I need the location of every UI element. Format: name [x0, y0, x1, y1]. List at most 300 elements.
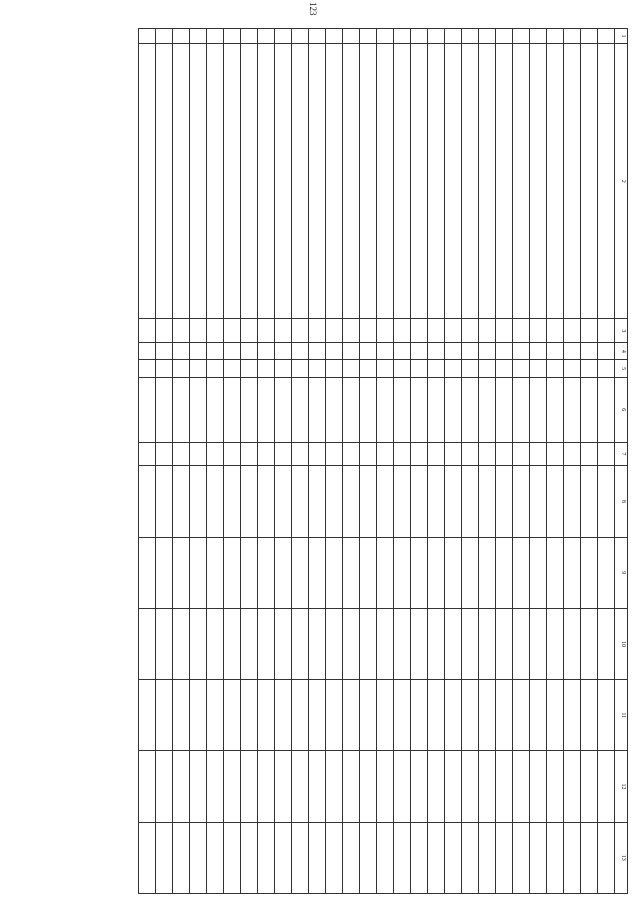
- table-cell: [190, 319, 207, 343]
- table-cell: [462, 751, 479, 822]
- table-cell: [479, 442, 496, 466]
- table-cell: [513, 537, 530, 608]
- table-cell: [241, 377, 258, 442]
- table-cell: [224, 537, 241, 608]
- table-cell: [258, 537, 275, 608]
- table-cell: [173, 29, 190, 44]
- table-cell: [139, 360, 156, 377]
- table-cell: [156, 360, 173, 377]
- table-cell: [207, 608, 224, 679]
- table-cell: [598, 608, 615, 679]
- table-row: [156, 29, 173, 894]
- table-cell: [377, 751, 394, 822]
- table-cell: [598, 360, 615, 377]
- table-cell: [275, 822, 292, 893]
- table-row: [241, 29, 258, 894]
- table-cell: [139, 822, 156, 893]
- table-row: [598, 29, 615, 894]
- table-cell: [445, 29, 462, 44]
- column-header: 3: [615, 319, 628, 343]
- table-cell: [462, 44, 479, 319]
- table-cell: [530, 608, 547, 679]
- table-cell: [139, 377, 156, 442]
- table-cell: [326, 360, 343, 377]
- table-cell: [360, 377, 377, 442]
- table-cell: [547, 377, 564, 442]
- table-cell: [547, 360, 564, 377]
- table-cell: [581, 442, 598, 466]
- table-cell: [564, 751, 581, 822]
- table-cell: [292, 343, 309, 360]
- table-cell: [241, 29, 258, 44]
- table-cell: [309, 29, 326, 44]
- table-cell: [564, 608, 581, 679]
- table-cell: [462, 466, 479, 537]
- table-cell: [411, 360, 428, 377]
- table-cell: [343, 822, 360, 893]
- table-cell: [411, 377, 428, 442]
- table-cell: [462, 319, 479, 343]
- table-row: [513, 29, 530, 894]
- table-cell: [156, 822, 173, 893]
- table-cell: [513, 822, 530, 893]
- table-cell: [241, 343, 258, 360]
- table-cell: [224, 466, 241, 537]
- table-cell: [360, 343, 377, 360]
- table-cell: [496, 442, 513, 466]
- column-header: 12: [615, 751, 628, 822]
- table-cell: [394, 44, 411, 319]
- table-cell: [326, 442, 343, 466]
- table-cell: [343, 319, 360, 343]
- table-cell: [547, 822, 564, 893]
- table-cell: [479, 751, 496, 822]
- table-cell: [207, 29, 224, 44]
- table-cell: [207, 537, 224, 608]
- table-cell: [564, 377, 581, 442]
- table-cell: [275, 44, 292, 319]
- table-cell: [530, 44, 547, 319]
- table-cell: [377, 319, 394, 343]
- table-row: [445, 29, 462, 894]
- table-cell: [411, 608, 428, 679]
- table-cell: [377, 377, 394, 442]
- table-cell: [292, 822, 309, 893]
- table-cell: [190, 343, 207, 360]
- table-row: [309, 29, 326, 894]
- table-cell: [598, 751, 615, 822]
- table-cell: [428, 343, 445, 360]
- table-cell: [275, 29, 292, 44]
- table-cell: [343, 343, 360, 360]
- table-cell: [394, 319, 411, 343]
- table-cell: [547, 319, 564, 343]
- table-cell: [394, 377, 411, 442]
- table-cell: [292, 608, 309, 679]
- table-cell: [496, 680, 513, 751]
- table-cell: [326, 537, 343, 608]
- table-cell: [564, 680, 581, 751]
- table-cell: [479, 319, 496, 343]
- table-cell: [258, 751, 275, 822]
- table-row: [530, 29, 547, 894]
- table-row: [479, 29, 496, 894]
- table-cell: [581, 537, 598, 608]
- budget-table: [138, 28, 628, 894]
- table-cell: [190, 537, 207, 608]
- table-cell: [394, 343, 411, 360]
- table-cell: [530, 466, 547, 537]
- table-cell: [513, 360, 530, 377]
- table-cell: [445, 751, 462, 822]
- table-cell: [173, 360, 190, 377]
- table-cell: [411, 466, 428, 537]
- table-cell: [224, 822, 241, 893]
- table-cell: [445, 466, 462, 537]
- table-cell: [309, 466, 326, 537]
- table-cell: [598, 822, 615, 893]
- table-cell: [343, 680, 360, 751]
- table-cell: [292, 377, 309, 442]
- table-cell: [496, 377, 513, 442]
- table-cell: [173, 822, 190, 893]
- table-cell: [173, 319, 190, 343]
- table-cell: [462, 377, 479, 442]
- table-cell: [326, 377, 343, 442]
- table-cell: [258, 377, 275, 442]
- table-cell: [496, 608, 513, 679]
- table-cell: [258, 360, 275, 377]
- table-cell: [309, 44, 326, 319]
- table-cell: [360, 360, 377, 377]
- table-cell: [241, 608, 258, 679]
- table-cell: [496, 319, 513, 343]
- table-cell: [598, 466, 615, 537]
- table-cell: [530, 377, 547, 442]
- table-cell: [190, 822, 207, 893]
- table-cell: [496, 466, 513, 537]
- table-cell: [326, 29, 343, 44]
- column-header: 9: [615, 537, 628, 608]
- table-cell: [292, 537, 309, 608]
- table-row: [258, 29, 275, 894]
- table-cell: [394, 466, 411, 537]
- table-cell: [241, 442, 258, 466]
- table-cell: [190, 442, 207, 466]
- table-row: [224, 29, 241, 894]
- table-cell: [190, 751, 207, 822]
- table-cell: [547, 537, 564, 608]
- table-cell: [139, 29, 156, 44]
- table-cell: [394, 608, 411, 679]
- table-cell: [377, 537, 394, 608]
- table-cell: [513, 319, 530, 343]
- table-cell: [377, 466, 394, 537]
- table-cell: [343, 377, 360, 442]
- table-cell: [496, 360, 513, 377]
- table-cell: [445, 822, 462, 893]
- table-cell: [445, 680, 462, 751]
- table-cell: [479, 537, 496, 608]
- table-cell: [258, 29, 275, 44]
- table-cell: [156, 29, 173, 44]
- table-cell: [258, 822, 275, 893]
- table-cell: [275, 343, 292, 360]
- table-cell: [547, 680, 564, 751]
- table-cell: [156, 466, 173, 537]
- table-cell: [309, 442, 326, 466]
- table-cell: [394, 29, 411, 44]
- table-cell: [513, 680, 530, 751]
- table-cell: [343, 751, 360, 822]
- table-cell: [411, 29, 428, 44]
- table-cell: [411, 822, 428, 893]
- table-cell: [173, 537, 190, 608]
- table-cell: [309, 608, 326, 679]
- table-cell: [530, 442, 547, 466]
- table-cell: [343, 442, 360, 466]
- table-cell: [513, 466, 530, 537]
- table-cell: [445, 343, 462, 360]
- table-cell: [190, 29, 207, 44]
- table-cell: [326, 466, 343, 537]
- table-cell: [207, 751, 224, 822]
- table-cell: [292, 29, 309, 44]
- table-row: [139, 29, 156, 894]
- table-cell: [275, 377, 292, 442]
- table-cell: [530, 29, 547, 44]
- table-cell: [530, 343, 547, 360]
- table-body: [139, 29, 615, 894]
- table-row: [326, 29, 343, 894]
- table-cell: [377, 822, 394, 893]
- table-cell: [564, 537, 581, 608]
- table-cell: [275, 608, 292, 679]
- table-cell: [139, 319, 156, 343]
- table-cell: [581, 319, 598, 343]
- table-cell: [547, 751, 564, 822]
- table-cell: [190, 680, 207, 751]
- table-cell: [190, 360, 207, 377]
- table-cell: [445, 537, 462, 608]
- table-cell: [173, 44, 190, 319]
- table-cell: [496, 343, 513, 360]
- table-cell: [547, 44, 564, 319]
- table-cell: [530, 680, 547, 751]
- table-cell: [156, 751, 173, 822]
- table-cell: [547, 29, 564, 44]
- table-cell: [258, 608, 275, 679]
- table-cell: [394, 537, 411, 608]
- table-row: [496, 29, 513, 894]
- table-cell: [326, 680, 343, 751]
- table-cell: [479, 29, 496, 44]
- table-cell: [275, 466, 292, 537]
- table-cell: [394, 822, 411, 893]
- column-header: 10: [615, 608, 628, 679]
- table-cell: [173, 466, 190, 537]
- table-cell: [513, 377, 530, 442]
- table-cell: [428, 822, 445, 893]
- table-cell: [309, 751, 326, 822]
- table-row: [190, 29, 207, 894]
- table-cell: [377, 442, 394, 466]
- table-cell: [275, 537, 292, 608]
- table-cell: [479, 343, 496, 360]
- table-cell: [462, 822, 479, 893]
- table-cell: [394, 442, 411, 466]
- table-cell: [547, 608, 564, 679]
- table-cell: [326, 319, 343, 343]
- table-cell: [292, 751, 309, 822]
- table-cell: [139, 537, 156, 608]
- table-cell: [275, 360, 292, 377]
- table-cell: [445, 360, 462, 377]
- table-cell: [292, 360, 309, 377]
- table-cell: [411, 751, 428, 822]
- table-cell: [258, 343, 275, 360]
- table-cell: [428, 537, 445, 608]
- table-cell: [428, 680, 445, 751]
- table-cell: [428, 360, 445, 377]
- table-cell: [564, 466, 581, 537]
- table-cell: [513, 44, 530, 319]
- table-cell: [530, 537, 547, 608]
- table-cell: [207, 343, 224, 360]
- table-cell: [360, 319, 377, 343]
- table-row: [343, 29, 360, 894]
- column-header: 11: [615, 680, 628, 751]
- table-cell: [326, 343, 343, 360]
- table-cell: [360, 466, 377, 537]
- table-row: [564, 29, 581, 894]
- table-row: [173, 29, 190, 894]
- table-cell: [292, 466, 309, 537]
- table-cell: [428, 44, 445, 319]
- table-cell: [598, 44, 615, 319]
- table-cell: [207, 466, 224, 537]
- table-cell: [513, 29, 530, 44]
- table-cell: [598, 442, 615, 466]
- table-cell: [462, 680, 479, 751]
- table-cell: [479, 680, 496, 751]
- table-cell: [258, 319, 275, 343]
- table-row: [428, 29, 445, 894]
- table-cell: [564, 343, 581, 360]
- table-cell: [309, 343, 326, 360]
- table-cell: [428, 466, 445, 537]
- table-cell: [564, 822, 581, 893]
- table-cell: [343, 44, 360, 319]
- table-cell: [241, 466, 258, 537]
- table-cell: [190, 466, 207, 537]
- table-cell: [377, 29, 394, 44]
- table-cell: [428, 377, 445, 442]
- table-cell: [173, 343, 190, 360]
- table-cell: [156, 608, 173, 679]
- table-cell: [530, 822, 547, 893]
- table-cell: [530, 360, 547, 377]
- table-row: [581, 29, 598, 894]
- table-cell: [156, 44, 173, 319]
- table-cell: [445, 377, 462, 442]
- table-cell: [564, 44, 581, 319]
- table-cell: [360, 442, 377, 466]
- table-cell: [394, 751, 411, 822]
- table-cell: [581, 343, 598, 360]
- table-cell: [241, 537, 258, 608]
- table-cell: [190, 608, 207, 679]
- table-cell: [581, 822, 598, 893]
- table-cell: [224, 442, 241, 466]
- table-cell: [360, 44, 377, 319]
- column-header: 5: [615, 360, 628, 377]
- table-cell: [139, 343, 156, 360]
- table-cell: [428, 751, 445, 822]
- table-row: [360, 29, 377, 894]
- table-cell: [462, 343, 479, 360]
- table-row: [547, 29, 564, 894]
- table-cell: [139, 44, 156, 319]
- table-cell: [377, 608, 394, 679]
- table-cell: [309, 822, 326, 893]
- table-cell: [258, 680, 275, 751]
- table-cell: [275, 751, 292, 822]
- table-cell: [496, 822, 513, 893]
- table-header-row: [615, 29, 628, 894]
- table-cell: [224, 319, 241, 343]
- table-cell: [598, 377, 615, 442]
- table-cell: [156, 442, 173, 466]
- table-cell: [428, 442, 445, 466]
- table-row: [377, 29, 394, 894]
- table-cell: [462, 29, 479, 44]
- table-cell: [547, 466, 564, 537]
- table-cell: [309, 360, 326, 377]
- table-cell: [462, 360, 479, 377]
- table-cell: [581, 44, 598, 319]
- table-cell: [156, 343, 173, 360]
- table-cell: [581, 680, 598, 751]
- table-cell: [326, 44, 343, 319]
- table-row: [411, 29, 428, 894]
- table-cell: [598, 343, 615, 360]
- table-cell: [207, 319, 224, 343]
- table-cell: [326, 822, 343, 893]
- table-cell: [309, 377, 326, 442]
- table-cell: [547, 442, 564, 466]
- table-cell: [224, 751, 241, 822]
- table-cell: [309, 537, 326, 608]
- table-cell: [275, 319, 292, 343]
- table-cell: [241, 44, 258, 319]
- table-cell: [428, 29, 445, 44]
- table-cell: [360, 822, 377, 893]
- table-cell: [360, 608, 377, 679]
- table-cell: [173, 608, 190, 679]
- table-cell: [309, 680, 326, 751]
- table-cell: [445, 442, 462, 466]
- table-cell: [224, 377, 241, 442]
- table-cell: [445, 319, 462, 343]
- table-cell: [360, 680, 377, 751]
- table-cell: [224, 680, 241, 751]
- column-header: 1: [615, 29, 628, 44]
- table-cell: [139, 442, 156, 466]
- table-row: [394, 29, 411, 894]
- table-cell: [428, 319, 445, 343]
- table-cell: [377, 360, 394, 377]
